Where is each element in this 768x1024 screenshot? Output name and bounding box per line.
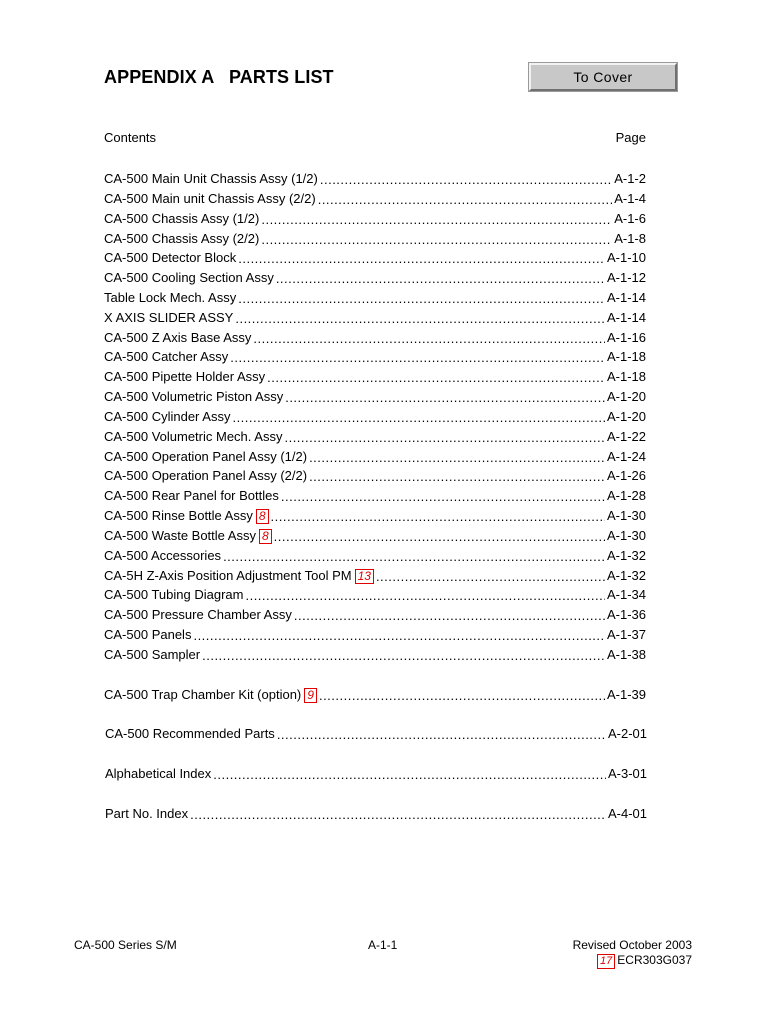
page-title: APPENDIX A PARTS LIST (104, 67, 334, 87)
toc-entry-title: CA-500 Volumetric Mech. Assy (104, 429, 283, 444)
leader-dots (202, 649, 605, 663)
leader-dots (309, 470, 605, 484)
toc-entry-page: A-1-36 (606, 607, 646, 622)
toc-entry-page: A-1-14 (606, 290, 646, 305)
toc-entry-title: CA-500 Volumetric Piston Assy (104, 389, 284, 404)
toc-entry-page: A-1-20 (606, 389, 646, 404)
toc-entry-title: Alphabetical Index (105, 766, 212, 781)
leader-dots (267, 371, 605, 385)
toc-entry[interactable] (104, 685, 646, 703)
toc-entry-title: CA-500 Trap Chamber Kit (option) (104, 687, 302, 702)
toc-entry-page: A-1-39 (606, 687, 646, 702)
toc-entry-title: CA-500 Accessories (104, 548, 222, 563)
leader-dots (261, 233, 612, 247)
toc-entry[interactable] (104, 308, 646, 326)
toc-entry-page: A-1-12 (606, 270, 646, 285)
leader-dots (318, 193, 613, 207)
toc-entry[interactable] (104, 526, 646, 544)
toc-entry[interactable] (104, 506, 646, 524)
leader-dots (320, 173, 612, 187)
revision-mark: 8 (259, 529, 272, 544)
revision-mark: 13 (355, 569, 374, 584)
footer-ecr-number: ECR303G037 (617, 953, 692, 967)
toc-entry-title: CA-500 Recommended Parts (105, 726, 275, 741)
toc-entry-title: CA-500 Pressure Chamber Assy (104, 607, 292, 622)
toc-entry-title: CA-500 Waste Bottle Assy (104, 528, 256, 543)
toc-entry-page: A-1-10 (606, 250, 646, 265)
leader-dots (284, 431, 605, 445)
leader-dots (276, 272, 605, 286)
toc-entry-title: CA-500 Chassis Assy (2/2) (104, 231, 260, 246)
toc-entry-title: Table Lock Mech. Assy (104, 290, 237, 305)
toc-entry-title: CA-500 Panels (104, 627, 192, 642)
toc-entry-page: A-1-22 (606, 429, 646, 444)
toc-entry[interactable] (104, 328, 646, 346)
toc-entry-title: CA-500 Catcher Assy (104, 349, 229, 364)
toc-entry[interactable] (104, 288, 646, 306)
toc-entry[interactable] (104, 347, 646, 365)
toc-entry-page: A-2-01 (607, 726, 647, 741)
toc-entry[interactable] (104, 209, 646, 227)
toc-entry[interactable] (104, 387, 646, 405)
leader-dots (193, 629, 605, 643)
toc-entry[interactable] (104, 645, 646, 663)
leader-dots (253, 332, 605, 346)
toc-entry-title: CA-500 Rear Panel for Bottles (104, 488, 279, 503)
leader-dots (245, 589, 605, 603)
leader-dots (277, 728, 606, 742)
toc-entry-title: Part No. Index (105, 806, 189, 821)
toc-entry-page: A-1-4 (614, 191, 646, 206)
toc-entry-title: X AXIS SLIDER ASSY (104, 310, 234, 325)
toc-entry-page: A-1-14 (606, 310, 646, 325)
leader-dots (309, 451, 605, 465)
toc-entry[interactable] (104, 407, 646, 425)
toc-entry-page: A-1-37 (606, 627, 646, 642)
toc-entry[interactable] (104, 605, 646, 623)
toc-entry-page: A-1-20 (606, 409, 646, 424)
toc-entry-page: A-3-01 (607, 766, 647, 781)
to-cover-button[interactable]: To Cover (529, 63, 677, 91)
revision-mark: 8 (256, 509, 269, 524)
leader-dots (213, 768, 606, 782)
leader-dots (294, 609, 605, 623)
leader-dots (319, 689, 605, 703)
revision-mark: 17 (597, 954, 615, 969)
toc-entry-title: CA-500 Operation Panel Assy (1/2) (104, 449, 308, 464)
toc-entry-page: A-1-30 (606, 508, 646, 523)
toc-entry-page: A-1-18 (606, 349, 646, 364)
toc-entry[interactable] (104, 169, 646, 187)
toc-entry[interactable] (104, 229, 646, 247)
contents-label: Contents (104, 130, 157, 145)
toc-entry[interactable] (104, 486, 646, 504)
toc-entry[interactable] (104, 566, 646, 584)
toc-entry-title: CA-500 Rinse Bottle Assy (104, 508, 253, 523)
toc-entry[interactable] (104, 447, 646, 465)
footer-revision (573, 938, 692, 969)
toc-entry[interactable] (104, 625, 646, 643)
toc-entry[interactable] (104, 248, 646, 266)
leader-dots (235, 312, 605, 326)
footer-ecr-line (573, 953, 692, 969)
toc-entry-title: CA-500 Detector Block (104, 250, 237, 265)
leader-dots (274, 530, 605, 544)
toc-entry-page: A-1-32 (606, 568, 646, 583)
leader-dots (230, 351, 605, 365)
toc-entry-page: A-1-2 (614, 171, 646, 186)
leader-dots (281, 490, 605, 504)
footer-revised-date: Revised October 2003 (572, 938, 692, 952)
toc-entry-page: A-1-32 (606, 548, 646, 563)
toc-entry-page: A-1-28 (606, 488, 646, 503)
page-column-label: Page (615, 130, 646, 145)
toc-entry-title: CA-500 Pipette Holder Assy (104, 369, 266, 384)
toc-entry-title: CA-5H Z-Axis Position Adjustment Tool PM (104, 568, 352, 583)
toc-entry-page: A-1-26 (606, 468, 646, 483)
leader-dots (271, 510, 605, 524)
toc-entry-page: A-1-8 (614, 231, 646, 246)
leader-dots (376, 570, 605, 584)
toc-entry[interactable] (104, 585, 646, 603)
toc-entry[interactable] (104, 268, 646, 286)
toc-entry-page: A-1-6 (614, 211, 646, 226)
footer-page-number: A-1-1 (368, 938, 398, 952)
toc-entry[interactable] (105, 724, 647, 742)
toc-entry-page: A-4-01 (607, 806, 647, 821)
revision-mark: 9 (304, 688, 317, 703)
toc-entry[interactable] (105, 764, 647, 782)
leader-dots (238, 252, 605, 266)
leader-dots (285, 391, 605, 405)
toc-entry-title: CA-500 Main unit Chassis Assy (2/2) (104, 191, 316, 206)
toc-entry[interactable] (105, 804, 647, 822)
toc-entry-title: CA-500 Sampler (104, 647, 201, 662)
toc-entry-page: A-1-24 (606, 449, 646, 464)
leader-dots (238, 292, 605, 306)
toc-entry-page: A-1-38 (606, 647, 646, 662)
footer-series: CA-500 Series S/M (74, 938, 177, 952)
leader-dots (190, 808, 606, 822)
toc-entry[interactable] (104, 189, 646, 207)
toc-entry[interactable] (104, 427, 646, 445)
toc-entry-page: A-1-34 (606, 587, 646, 602)
toc-entry-title: CA-500 Operation Panel Assy (2/2) (104, 468, 308, 483)
toc-entry-title: CA-500 Chassis Assy (1/2) (104, 211, 260, 226)
toc-entry-title: CA-500 Tubing Diagram (104, 587, 244, 602)
toc-entry[interactable] (104, 466, 646, 484)
leader-dots (261, 213, 612, 227)
toc-entry[interactable] (104, 546, 646, 564)
leader-dots (223, 550, 605, 564)
leader-dots (232, 411, 605, 425)
toc-entry-title: CA-500 Cooling Section Assy (104, 270, 274, 285)
toc-entry-page: A-1-18 (606, 369, 646, 384)
toc-entry-title: CA-500 Cylinder Assy (104, 409, 231, 424)
toc-entry[interactable] (104, 367, 646, 385)
toc-entry-title: CA-500 Main Unit Chassis Assy (1/2) (104, 171, 318, 186)
toc-entry-title: CA-500 Z Axis Base Assy (104, 330, 252, 345)
toc-entry-page: A-1-16 (606, 330, 646, 345)
toc-entry-page: A-1-30 (606, 528, 646, 543)
